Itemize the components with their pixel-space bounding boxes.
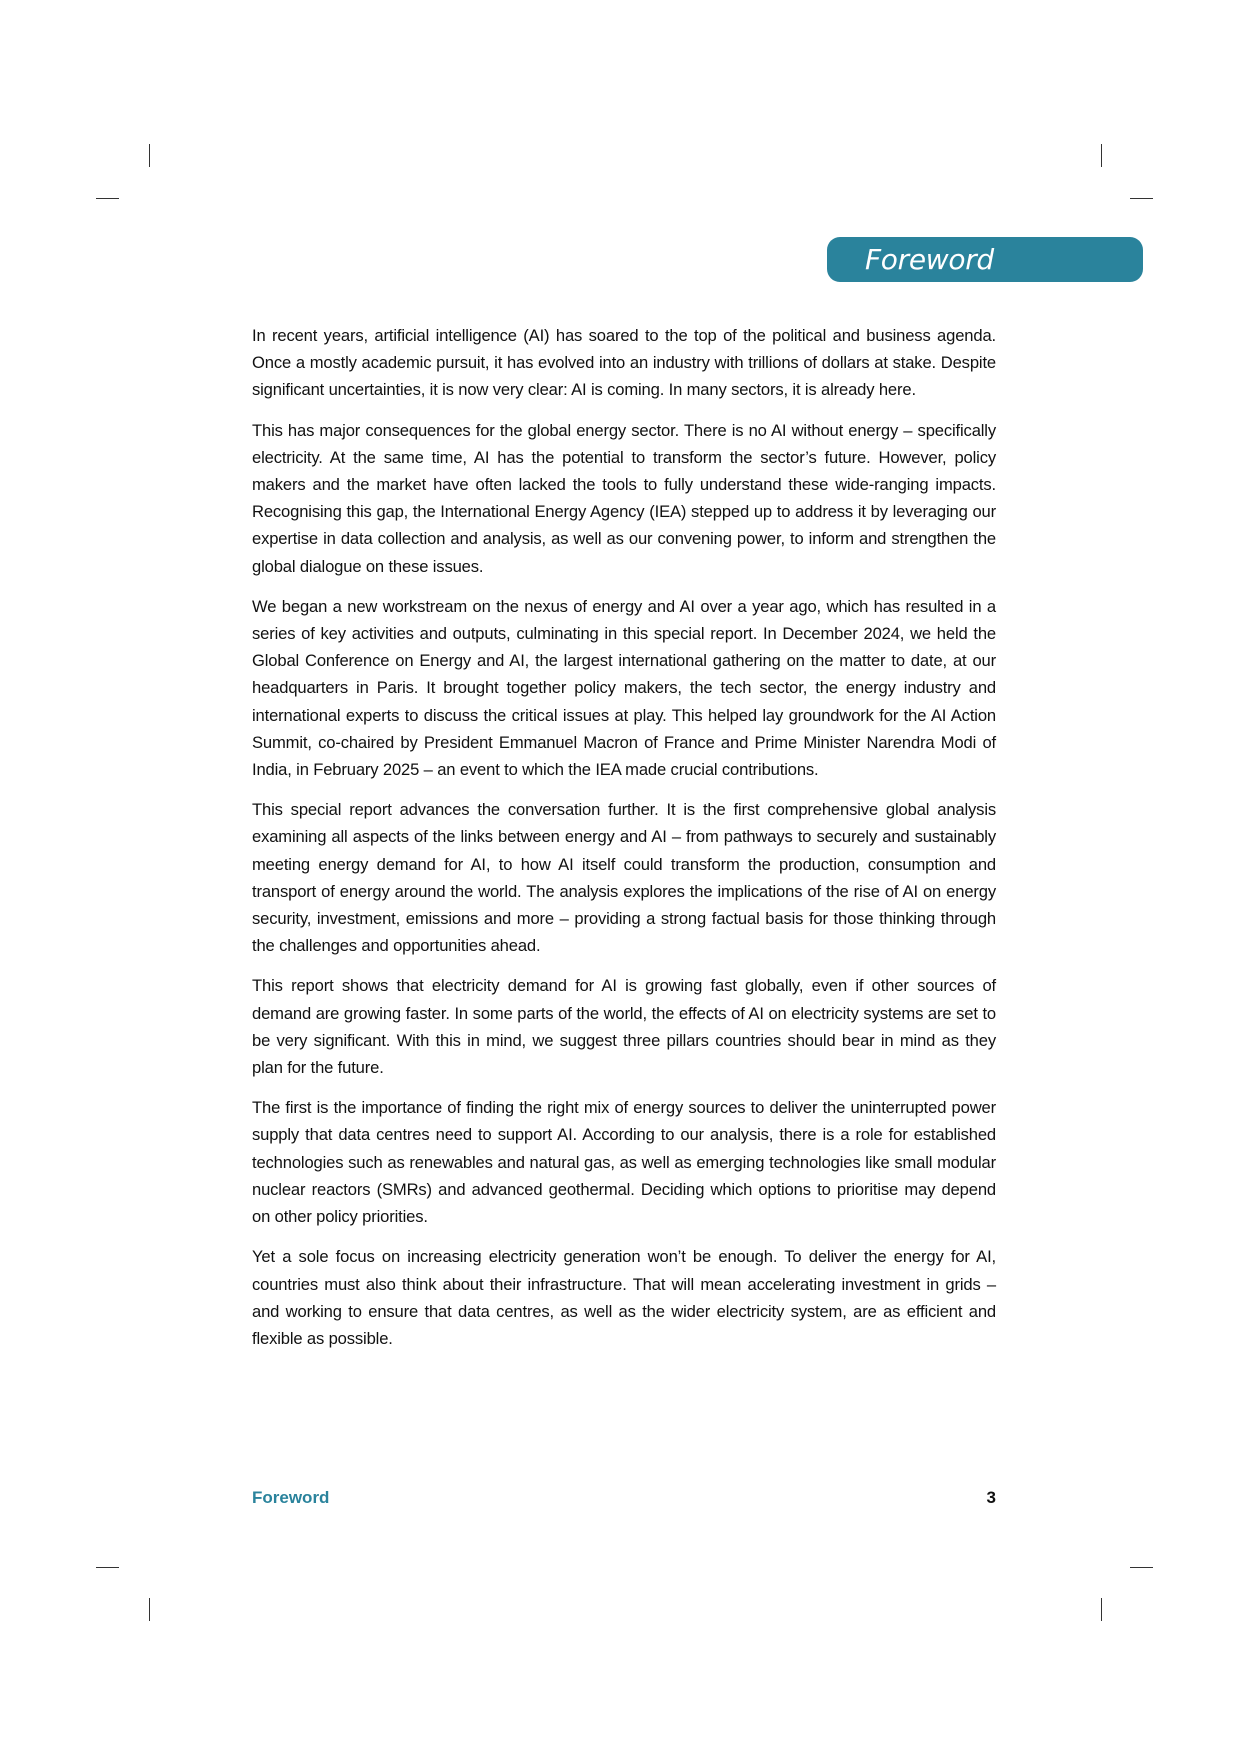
paragraph: We began a new workstream on the nexus of energy and AI over a year ago, which has resulted in a series of key activities and outputs, culminating in this special report. In December 2024, we held the Global Conference on Energy and AI, the largest international gathering on the matter to date, at our headquarters in Paris. It brought together policy makers, the tech sector, the energy industry and international experts to discuss the critical issues at play. This helped lay groundwork for the AI Action Summit, co-chaired by President Emmanuel Macron of France and Prime Minister Narendra Modi of India, in February 2025 – an event to which the IEA made crucial contributions. — [252, 596, 996, 780]
body-text — [252, 322, 996, 1365]
paragraph: This report shows that electricity demand for AI is growing fast globally, even if other sources of demand are growing faster. In some parts of the world, the effects of AI on electricity systems are set to be very significant. With this in mind, we suggest three pillars countries should bear in mind as they plan for the future. — [252, 976, 996, 1078]
crop-mark — [149, 144, 150, 167]
crop-mark — [149, 1598, 150, 1621]
paragraph: The first is the importance of finding the right mix of energy sources to deliver the uninterrupted power supply that data centres need to support AI. According to our analysis, there is a role for established technologies such as renewables and natural gas, as well as emerging technologies like small modular nuclear reactors (SMRs) and advanced geothermal. Deciding which options to prioritise may depend on other policy priorities. — [252, 1098, 996, 1227]
crop-mark — [96, 198, 119, 199]
crop-mark — [1101, 1598, 1102, 1621]
crop-mark — [1130, 198, 1153, 199]
section-tab-title: Foreword — [865, 243, 994, 276]
crop-mark — [1130, 1567, 1153, 1568]
paragraph: Yet a sole focus on increasing electricity generation won’t be enough. To deliver the energy for AI, countries must also think about their infrastructure. That will mean accelerating investment in grids – and working to ensure that data centres, as well as the wider electricity system, are as efficient and flexible as possible. — [252, 1247, 996, 1348]
paragraph: This has major consequences for the global energy sector. There is no AI without energy – specifically electricity. At the same time, AI has the potential to transform the sector’s future. However, policy makers and the market have often lacked the tools to fully understand these wide-ranging impacts. Recognising this gap, the International Energy Agency (IEA) stepped up to address it by leveraging our expertise in data collection and analysis, as well as our convening power, to inform and strengthen the global dialogue on these issues. — [252, 420, 996, 576]
section-tab — [827, 237, 1143, 282]
paragraph: In recent years, artificial intelligence (AI) has soared to the top of the political and business agenda. Once a mostly academic pursuit, it has evolved into an industry with trillions of dollars at stake. Despite significant uncertainties, it is now very clear: AI is coming. In many sectors, it is already here. — [252, 326, 996, 400]
page-number: 3 — [986, 1488, 996, 1507]
paragraph: This special report advances the conversation further. It is the first comprehensive global analysis examining all aspects of the links between energy and AI – from pathways to securely and sustainably meeting energy demand for AI, to how AI itself could transform the production, consumption and transport of energy around the world. The analysis explores the implications of the rise of AI on energy security, investment, emissions and more – providing a strong factual basis for those thinking through the challenges and opportunities ahead. — [252, 800, 996, 956]
footer-section: Foreword — [252, 1488, 330, 1507]
crop-mark — [96, 1567, 119, 1568]
crop-mark — [1101, 144, 1102, 167]
